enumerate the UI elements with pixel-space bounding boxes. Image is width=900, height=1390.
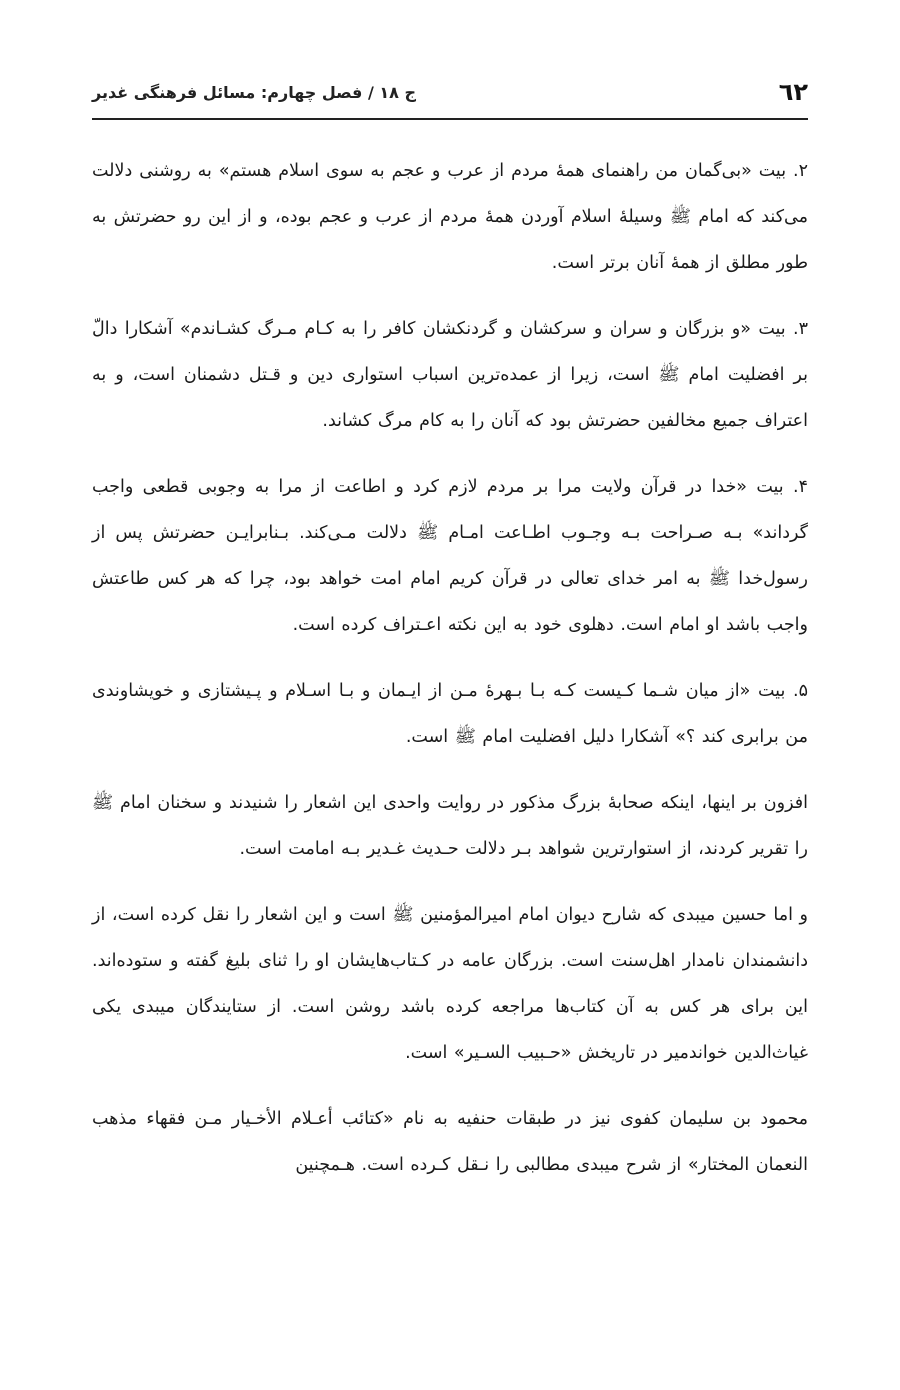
paragraph-verse-4: ۴. بیت «خدا در قرآن ولایت مرا بر مردم لازم کرد و اطاعت از مرا به وجوبی قطعی واجب گرداند» بـه صـراحت بـه وجـوب اطـاعت امـام ﷺ دلالت مـی‌کند. بـنابرایـن حضرتش پس از رسول‌خدا ﷺ به امر خدای تعالی در قرآن کریم امام امت خواهد بود، چرا که هر کس طاعتش واجب باشد او امام است. دهلوی خود به این نکته اعـتراف کرده است. bbox=[92, 477, 808, 635]
page-number: ٦٢ bbox=[778, 78, 808, 106]
page-header bbox=[92, 74, 808, 110]
paragraph-companions: افزون بر اینها، اینکه صحابهٔ بزرگ مذکور در روایت واحدی این اشعار را شنیدند و سخنان امام ﷺ را تقریر کردند، از استوارترین شواهد بـر دلالت حـدیث غـدیر بـه امامت است. bbox=[92, 793, 808, 859]
book-page bbox=[92, 0, 808, 1390]
paragraph-verse-3: ۳. بیت «و بزرگان و سران و سرکشان و گردنکشان کافر را به کـام مـرگ کشـاندم» آشکارا دالّ بر افضلیت امام ﷺ است، زیرا از عمده‌ترین اسباب استواری دین و قـتل دشمنان است، و به اعتراف جمیع مخالفین حضرتش بود که آنان را به کام مرگ کشاند. bbox=[92, 319, 808, 431]
paragraph-verse-5: ۵. بیت «از میان شـما کـیست کـه بـا بـهرهٔ مـن از ایـمان و بـا اسـلام و پـیشتازی و خویشاوندی من برابری کند ؟» آشکارا دلیل افضلیت امام ﷺ است. bbox=[92, 681, 808, 747]
running-title: ج ۱۸ / فصل چهارم: مسائل فرهنگی غدیر bbox=[92, 82, 417, 102]
body-text bbox=[92, 148, 808, 1208]
paragraph-meybodi: و اما حسین میبدی که شارح دیوان امام امیرالمؤمنین ﷺ است و این اشعار را نقل کرده است، از دانشمندان نامدار اهل‌سنت است. بزرگان عامه در کـتاب‌هایشان او را ثنای بلیغ گفته و ستوده‌اند. این برای هر کس به آن کتاب‌ها مراجعه کرده باشد روشن است. از ستایندگان میبدی یکی غیاث‌الدین خواندمیر در تاریخش «حـبیب السـیر» است. bbox=[92, 905, 808, 1063]
paragraph-kafawi: محمود بن سلیمان کفوی نیز در طبقات حنفیه به نام «کتائب أعـلام الأخـيار مـن فقهاء مذهب النعمان المختار» از شرح میبدی مطالبی را نـقل کـرده است. هـمچنین bbox=[92, 1109, 808, 1175]
header-divider bbox=[92, 118, 808, 120]
paragraph-verse-2: ۲. بیت «بی‌گمان من راهنمای همهٔ مردم از عرب و عجم به سوی اسلام هستم» به روشنی دلالت می‌کند که امام ﷺ وسیلهٔ اسلام آوردن همهٔ مردم از عرب و عجم بوده، و از این رو حضرتش به طور مطلق از همهٔ آنان برتر است. bbox=[92, 161, 808, 273]
